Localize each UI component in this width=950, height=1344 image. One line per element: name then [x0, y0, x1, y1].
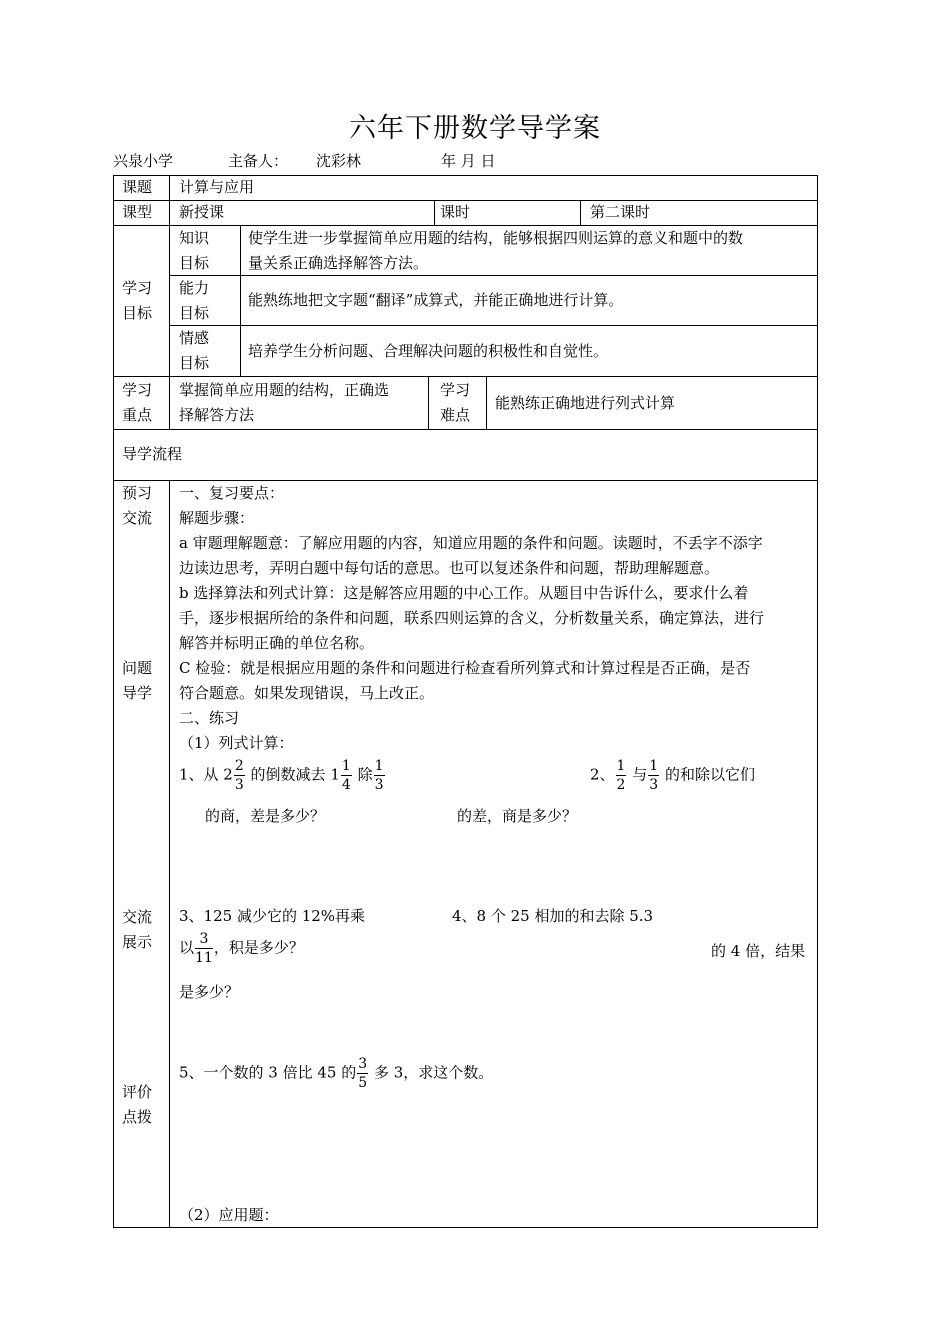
emotion-label-2: 目标 [179, 354, 210, 372]
side-preview-2: 交流 [122, 509, 153, 527]
side-preview-1: 预习 [122, 484, 153, 502]
question-4: 4、8 个 25 相加的和去除 5.3 [452, 907, 654, 925]
question-4-tail: 是多少？ [179, 983, 240, 1001]
preparer-name: 沈彩林 [316, 152, 362, 170]
side-evaluate-2: 点拨 [122, 1108, 153, 1126]
question-3-cont: 以 $\frac{3}{11}$ ，积是多少？ [179, 931, 304, 966]
side-exchange-2: 展示 [122, 933, 153, 951]
question-2-tail: 的差，商是多少？ [457, 807, 578, 825]
preparer-label: 主备人： [228, 152, 289, 170]
knowledge-label-2: 目标 [179, 254, 210, 272]
knowledge-text-2: 量关系正确选择解答方法。 [248, 254, 429, 272]
goals-label-1: 学习 [122, 279, 153, 297]
key-text-1: 掌握简单应用题的结构，正确选 [179, 381, 390, 399]
question-5: 5、一个数的 3 倍比 45 的 $\frac{3}{5}$ 多 3，求这个数。 [179, 1056, 494, 1091]
step-a-1: a 审题理解题意：了解应用题的内容，知道应用题的条件和问题。读题时，不丢字不添字 [179, 534, 763, 552]
steps-heading: 解题步骤： [179, 509, 255, 527]
question-3: 3、125 减少它的 12%再乘 [179, 907, 366, 925]
knowledge-label-1: 知识 [179, 229, 210, 247]
ability-label-2: 目标 [179, 304, 210, 322]
part1-heading: （1）列式计算： [179, 734, 294, 752]
school-name: 兴泉小学 [113, 152, 174, 170]
question-4-cont: 的 4 倍，结果 [711, 942, 806, 960]
date-field: 年 月 日 [441, 152, 496, 170]
key-label-1: 学习 [122, 381, 153, 399]
topic-label: 课题 [122, 178, 153, 196]
side-evaluate-1: 评价 [122, 1083, 153, 1101]
key-text-2: 择解答方法 [179, 406, 255, 424]
side-question-2: 导学 [122, 684, 153, 702]
step-c-2: 符合题意。如果发现错误，马上改正。 [179, 684, 435, 702]
question-1-tail: 的商，差是多少？ [205, 807, 326, 825]
step-b-3: 解答并标明正确的单位名称。 [179, 634, 375, 652]
step-b-1: b 选择算法和列式计算：这是解答应用题的中心工作。从题目中告诉什么，要求什么着 [179, 584, 749, 602]
review-heading: 一、复习要点： [179, 484, 285, 502]
goals-label-2: 目标 [122, 304, 153, 322]
type-value: 新授课 [179, 203, 225, 221]
period-value: 第二课时 [590, 203, 651, 221]
emotion-text: 培养学生分析问题、合理解决问题的积极性和自觉性。 [248, 342, 609, 360]
difficulty-text: 能熟练正确地进行列式计算 [495, 394, 676, 412]
key-label-2: 重点 [122, 406, 153, 424]
type-label: 课型 [122, 203, 153, 221]
ability-label-1: 能力 [179, 279, 210, 297]
question-1: 1、从 2 $\frac{2}{3}$ 的倒数减去 1 $\frac{1}{4}$ 除 $\frac{1}{3}$ [179, 758, 384, 793]
difficulty-label-2: 难点 [440, 406, 471, 424]
flow-heading: 导学流程 [122, 445, 183, 463]
step-b-2: 手，逐步根据所给的条件和问题，联系四则运算的含义，分析数量关系，确定算法，进行 [179, 609, 765, 627]
page-title: 六年下册数学导学案 [349, 113, 601, 144]
step-a-2: 边读边思考，弄明白题中每句话的意思。也可以复述条件和问题，帮助理解题意。 [179, 559, 720, 577]
topic-value: 计算与应用 [179, 178, 255, 196]
emotion-label-1: 情感 [179, 329, 210, 347]
difficulty-label-1: 学习 [440, 381, 471, 399]
ability-text: 能熟练地把文字题“翻译”成算式，并能正确地进行计算。 [248, 291, 624, 309]
practice-heading: 二、练习 [179, 709, 240, 727]
period-label: 课时 [440, 203, 471, 221]
side-question-1: 问题 [122, 659, 153, 677]
knowledge-text-1: 使学生进一步掌握简单应用题的结构，能够根据四则运算的意义和题中的数 [248, 229, 744, 247]
question-2: 2、 $\frac{1}{2}$ 与 $\frac{1}{3}$ 的和除以它们 [590, 758, 755, 793]
part2-heading: （2）应用题： [179, 1206, 279, 1224]
side-exchange-1: 交流 [122, 908, 153, 926]
step-c-1: C 检验：就是根据应用题的条件和问题进行检查看所列算式和计算过程是否正确，是否 [179, 659, 751, 677]
